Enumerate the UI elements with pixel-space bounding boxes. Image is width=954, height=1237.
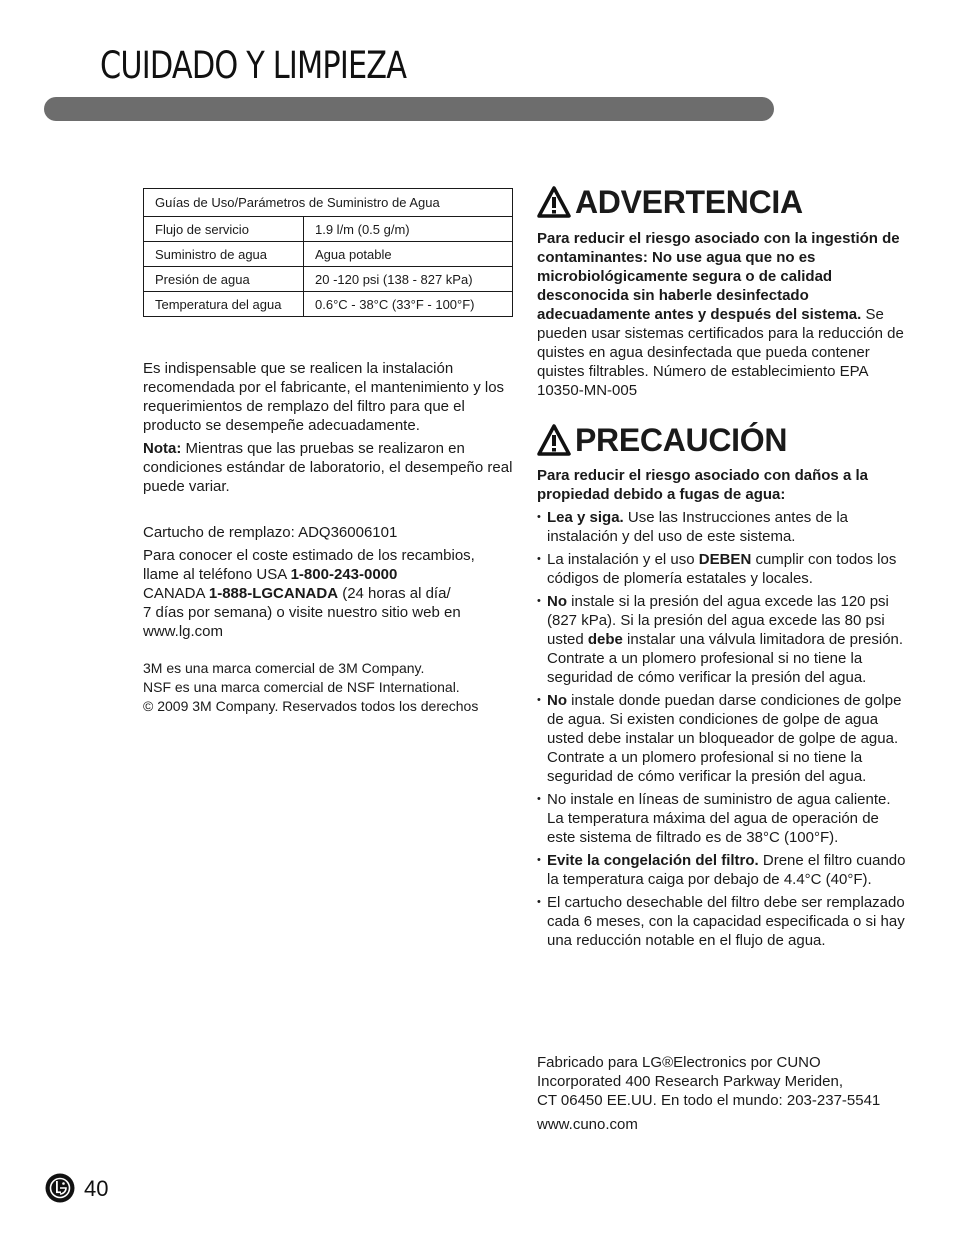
table-cell-value: 1.9 l/m (0.5 g/m)	[304, 217, 513, 242]
note-paragraph	[143, 439, 513, 496]
bullet-text: instale donde puedan darse condiciones de golpe de agua. Si existen condiciones de golpe de agua usted debe instalar un bloqueador de golpe de agua. Contrate a un plomero profesional si no tiene la seguridad de cómo verificar la presión del agua.	[547, 692, 902, 785]
table-cell-label: Presión de agua	[144, 267, 304, 292]
right-column	[537, 182, 911, 1133]
table-row	[144, 292, 513, 317]
table-cell-label: Temperatura del agua	[144, 292, 304, 317]
list-item: • No instale donde puedan darse condiciones de golpe de agua. Si existen condiciones de golpe de agua usted debe instalar un bloqueador de golpe de agua. Contrate a un plomero profesional si no tiene la seguridad de cómo verificar la presión del agua.	[537, 692, 902, 785]
table-cell-value: 0.6°C - 38°C (33°F - 100°F)	[304, 292, 513, 317]
water-parameters-table	[143, 188, 513, 317]
table-row	[144, 217, 513, 242]
bullet-text: Drene el filtro cuando la temperatura caiga por debajo de 4.4°C (40°F).	[547, 852, 906, 888]
bullet-text: No instale en líneas de suministro de agua caliente. La temperatura máxima del agua de operación de este sistema de filtrado es de 38°C (100°F).	[547, 791, 891, 846]
table-header-row	[144, 189, 513, 217]
caution-list	[537, 508, 911, 950]
trademark-3m: 3M es una marca comercial de 3M Company.	[143, 660, 425, 676]
table-row	[144, 267, 513, 292]
manufacturer-line: Incorporated 400 Research Parkway Meriden,	[537, 1073, 843, 1090]
warning-heading	[537, 182, 911, 222]
bullet-text: instalar una válvula limitadora de presión. Contrate a un plomero profesional si no tiene la seguridad de cómo verificar la presión del agua.	[547, 631, 904, 686]
table-cell-label: Suministro de agua	[144, 242, 304, 267]
lg-logo-icon	[45, 1173, 75, 1203]
cost-text: Para conocer el coste estimado de los recambios, llame al teléfono USA	[143, 547, 475, 583]
intro-paragraph: Es indispensable que se realicen la instalación recomendada por el fabricante, el mantenimiento y los requerimientos de remplazo del filtro para que el producto se desempeñe adecuadamente.	[143, 360, 505, 434]
warning-text: Se pueden usar sistemas certificados para la reducción de quistes en agua desinfectada que pueda contener quistes filtrables. Número de establecimiento EPA 10350-MN-005	[537, 306, 904, 399]
caution-intro	[537, 466, 911, 504]
phone-usa: 1-800-243-0000	[290, 566, 398, 583]
table-cell-label: Flujo de servicio	[144, 217, 304, 242]
left-column	[143, 188, 513, 716]
list-item: • No instale en líneas de suministro de agua caliente. La temperatura máxima del agua de operación de este sistema de filtrado es de 38°C (100°F).	[537, 791, 891, 846]
warning-title: ADVERTENCIA	[575, 184, 803, 220]
manufacturer-line: CT 06450 EE.UU. En todo el mundo: 203-237-5541	[537, 1092, 881, 1109]
cartridge-text: Cartucho de remplazo: ADQ36006101	[143, 524, 398, 541]
manufacturer-block	[537, 1053, 911, 1134]
list-item: • No instale si la presión del agua excede las 120 psi (827 kPa). Si la presión del agua excede las 80 psi usted debe instalar una válvula limitadora de presión. Contrate a un plomero profesional si no tiene la seguridad de cómo verificar la presión del agua.	[537, 593, 904, 686]
canada-label: CANADA	[143, 585, 209, 602]
header-bar	[44, 97, 774, 121]
bullet-text: La instalación y el uso	[547, 551, 699, 568]
table-title: Guías de Uso/Parámetros de Suministro de Agua	[144, 189, 513, 217]
warning-triangle-icon	[537, 186, 571, 218]
page-number: 40	[84, 1176, 109, 1201]
note-label: Nota:	[143, 440, 182, 457]
phone-canada: 1-888-LGCANADA	[208, 585, 339, 602]
warning-triangle-icon	[537, 424, 571, 456]
list-item: • La instalación y el uso DEBEN cumplir con todos los códigos de plomería estatales y locales.	[537, 551, 897, 587]
cost-website: 7 días por semana) o visite nuestro sitio web en www.lg.com	[143, 604, 461, 640]
trademark-nsf: NSF es una marca comercial de NSF International.	[143, 679, 460, 695]
caution-intro-text: Para reducir el riesgo asociado con daños a la propiedad debido a fugas de agua:	[537, 467, 868, 503]
list-item: • Lea y siga. Use las Instrucciones antes de la instalación y del uso de este sistema.	[537, 509, 849, 545]
bullet-bold: No	[547, 593, 567, 610]
caution-heading	[537, 420, 911, 460]
bullet-bold: Lea y siga.	[547, 509, 624, 526]
list-item: • Evite la congelación del filtro. Drene el filtro cuando la temperatura caiga por debajo de 4.4°C (40°F).	[537, 852, 906, 888]
warning-bold-text: Para reducir el riesgo asociado con la ingestión de contaminantes: No use agua que no es microbiológicamente segura o de calidad desconocida sin haberle desinfectado adecuadamente antes y después del sistema.	[537, 230, 900, 323]
bullet-text: cumplir con todos los códigos de plomería estatales y locales.	[547, 551, 897, 587]
warning-paragraph	[537, 229, 911, 400]
bullet-text: instale si la presión del agua excede las 120 psi (827 kPa). Si la presión del agua excede las 80 psi usted	[547, 593, 889, 648]
note-text: Mientras que las pruebas se realizaron en condiciones estándar de laboratorio, el desempeño real puede variar.	[143, 440, 513, 495]
table-cell-value: Agua potable	[304, 242, 513, 267]
bullet-text: Use las Instrucciones antes de la instalación y del uso de este sistema.	[547, 509, 849, 545]
manufacturer-website: www.cuno.com	[537, 1116, 638, 1133]
table-cell-value: 20 -120 psi (138 - 827 kPa)	[304, 267, 513, 292]
caution-title: PRECAUCIÓN	[575, 422, 788, 458]
list-item: • El cartucho desechable del filtro debe ser remplazado cada 6 meses, con la capacidad especificada o si hay una reducción notable en el flujo de agua.	[537, 894, 905, 949]
bullet-bold: Evite la congelación del filtro.	[547, 852, 759, 869]
cost-paragraph	[143, 546, 513, 641]
cost-hours: (24 horas al día/	[338, 585, 451, 602]
copyright: © 2009 3M Company. Reservados todos los derechos	[143, 698, 479, 714]
page-title: CUIDADO Y LIMPIEZA	[100, 44, 407, 87]
manufacturer-line: Fabricado para LG®Electronics por CUNO	[537, 1054, 821, 1071]
bullet-bold: DEBEN	[698, 551, 752, 568]
bullet-bold: No	[547, 692, 567, 709]
table-row	[144, 242, 513, 267]
bullet-bold: debe	[587, 631, 623, 648]
bullet-text: El cartucho desechable del filtro debe ser remplazado cada 6 meses, con la capacidad especificada o si hay una reducción notable en el flujo de agua.	[547, 894, 905, 949]
